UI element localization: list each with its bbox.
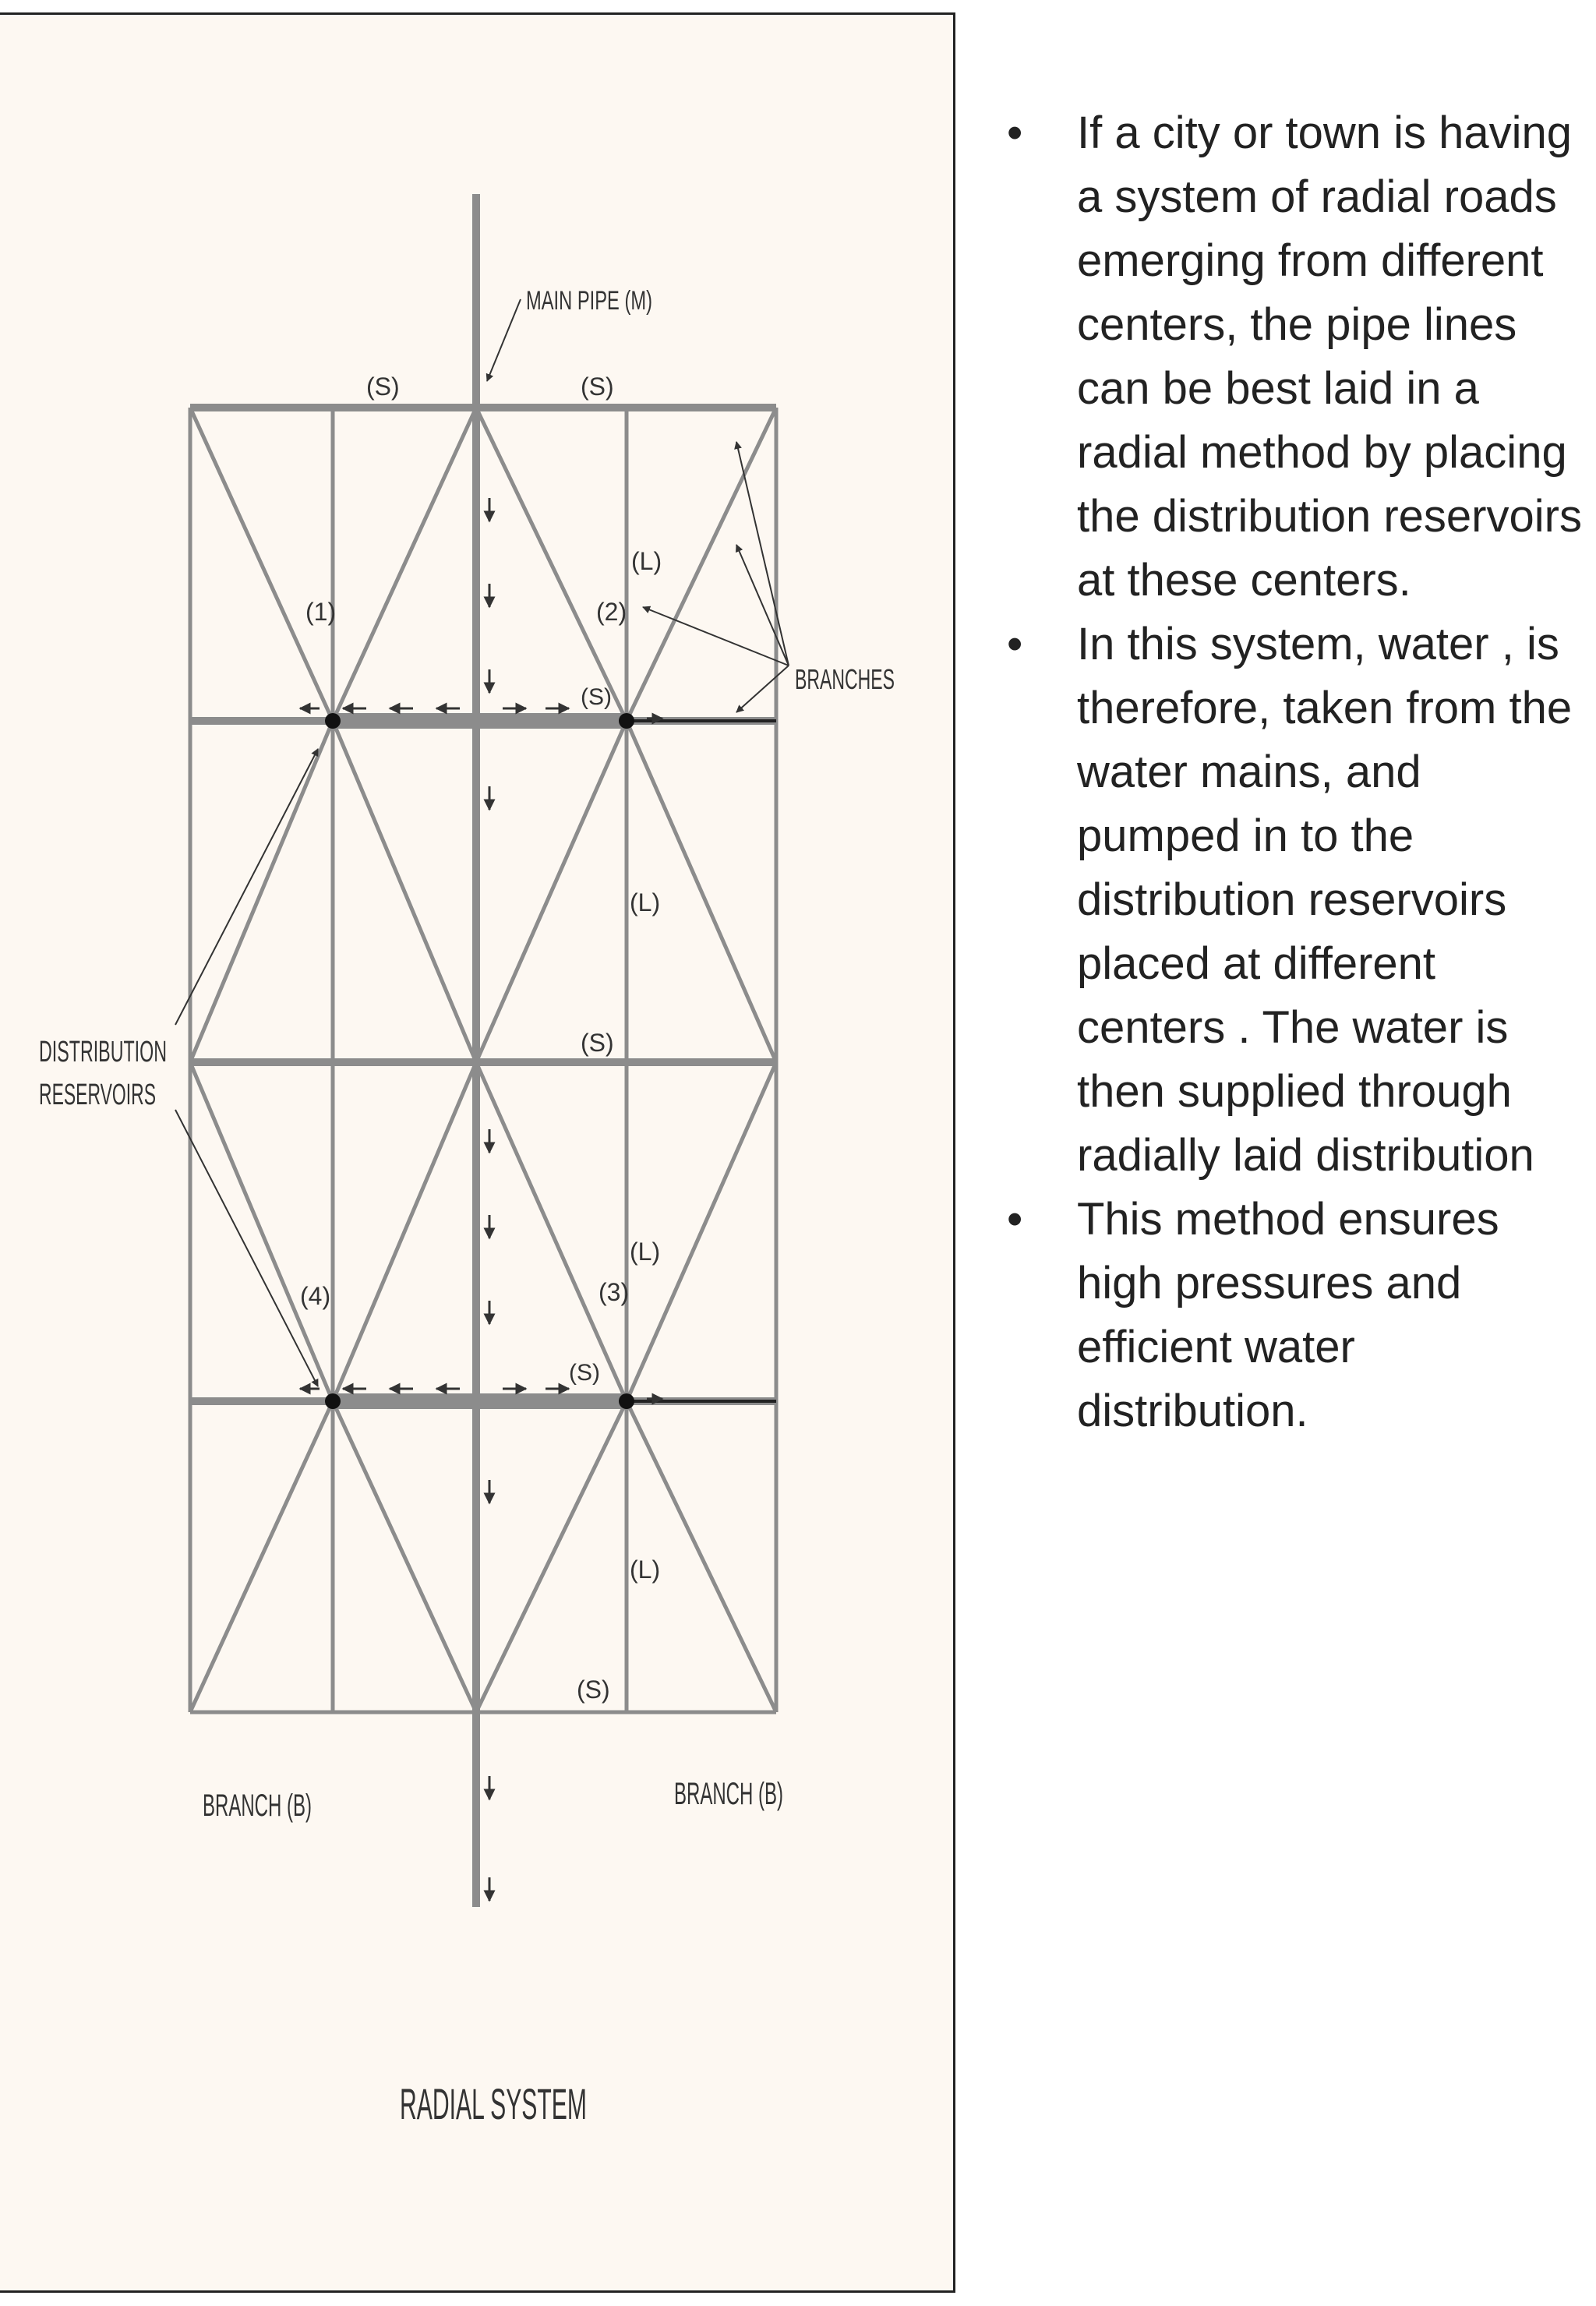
bullet-text: In this system, water , is therefore, taken from the water mains, and pumped in to the distribution reservoirs placed at different centers . The water is then supplied through radially laid distribution [1077,619,1573,1181]
reservoir-label-4: (4) [300,1282,331,1310]
branch-right-label: BRANCH (B) [674,1777,783,1811]
bullet-marker: • [1007,619,1023,669]
bullet-text: If a city or town is having a system of radial roads emerging from different centers, the pipe lines can be best laid in a radial method by placing the distribution reservoirs at these centers. [1077,108,1582,606]
reservoir-label-2: (2) [596,598,627,626]
section-label-s: (S) [577,1676,610,1704]
bullet-item [990,1188,1582,1443]
main-pipe-label: MAIN PIPE (M) [526,286,652,316]
bullet-marker: • [1007,108,1023,158]
reservoir-1 [325,713,341,729]
diagram-panel [0,12,955,2293]
section-label-s: (S) [569,1360,600,1386]
line-label-l: (L) [631,547,662,575]
distribution-label-line2: RESERVOIRS [39,1079,156,1111]
line-label-l: (L) [630,1238,661,1266]
section-label-s: (S) [581,373,614,401]
line-label-l: (L) [630,1556,661,1584]
reservoir-label-1: (1) [305,598,337,626]
bullet-item [990,101,1582,613]
section-label-s: (S) [581,684,612,710]
line-label-l: (L) [630,888,661,916]
bullet-item [990,613,1582,1188]
branch-left-label: BRANCH (B) [203,1789,312,1823]
reservoir-3 [619,1393,634,1409]
distribution-label-line1: DISTRIBUTION [39,1036,167,1068]
reservoir-label-3: (3) [598,1278,630,1306]
branches-label: BRANCHES [795,663,895,695]
reservoir-2 [619,713,634,729]
radial-system-diagram [0,15,955,2295]
section-label-s: (S) [366,373,400,401]
bullet-text: This method ensures high pressures and efficient water distribution. [1077,1194,1499,1436]
section-label-s: (S) [581,1029,614,1057]
bullet-list [990,101,1582,1443]
diagram-title: RADIAL SYSTEM [400,2079,587,2128]
leader-lines [175,299,789,1386]
bullet-marker: • [1007,1194,1023,1245]
reservoir-4 [325,1393,341,1409]
